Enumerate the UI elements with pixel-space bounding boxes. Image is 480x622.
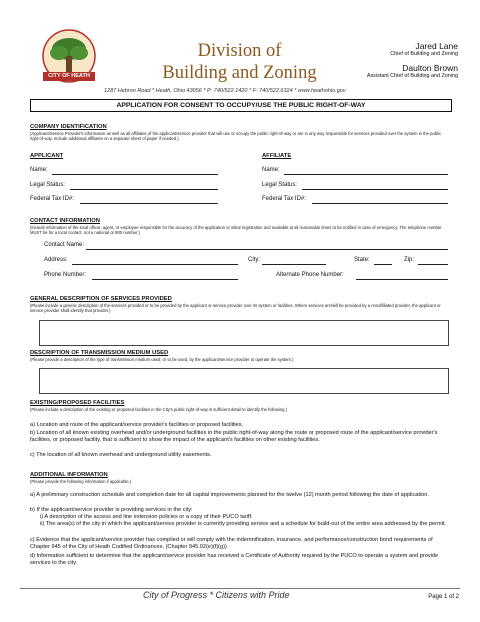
- additional-item-a: a) A preliminary construction schedule and completion date for all capital improvements planned for the twelve (12) month period following the date of application.: [30, 492, 429, 498]
- official-1-name: Jared Lane: [415, 41, 458, 51]
- applicant-tax-id-label: Federal Tax ID#:: [30, 196, 74, 202]
- alt-phone-field[interactable]: [356, 279, 448, 280]
- title-line-1: Division of: [197, 41, 282, 61]
- page-number: Page 1 of 2: [428, 594, 459, 600]
- officials-block: [367, 41, 458, 80]
- title-line-2: Building and Zoning: [162, 63, 317, 83]
- phone-label: Phone Number:: [44, 272, 87, 278]
- facilities-heading: EXISTING/PROPOSED FACILITIES: [30, 400, 125, 406]
- affiliate-name-label: Name:: [262, 167, 280, 173]
- city-logo: [34, 28, 104, 90]
- city-field[interactable]: [262, 264, 326, 265]
- contact-name-label: Contact Name:: [44, 242, 85, 248]
- facilities-item-c: c) The location of all known overhead and underground utility easements.: [30, 452, 212, 458]
- phone-field[interactable]: [92, 279, 238, 280]
- address-line: 1287 Hebron Road * Heath, Ohio 43056 * P: 740/522.1420 * F: 740/522.6324 * www.heathohio.gov: [104, 88, 346, 94]
- city-label: City:: [248, 257, 260, 263]
- logo-text: CITY OF HEATH: [48, 73, 90, 79]
- official-2-name: Daulton Brown: [402, 63, 458, 73]
- additional-item-b1: i) A description of the access and line extension policies or a copy of their PUCO tariff.: [40, 514, 253, 520]
- footer-divider: [20, 588, 460, 589]
- contact-note: (Include information of the local officer, agent, or employee responsible for the accuracy of the application or initial registration and available at all reasonable times to be notified in case of emergency. The telephone number MUST be for a local contact, not a national or 800 number.): [30, 225, 442, 236]
- services-note: (Please include a generic description of the services provided or to be provided by the applicant or service provider over its system or facilities. Where services are/will be provided by a nonaffiliated provider, the applicant or service provider shall identify that provider.): [30, 303, 441, 314]
- transmission-heading: DESCRIPTION OF TRANSMISSION MEDIUM USED: [30, 350, 169, 356]
- tree-icon: [34, 28, 104, 90]
- state-label: State:: [354, 257, 370, 263]
- affiliate-legal-status-field[interactable]: [302, 189, 448, 190]
- transmission-textbox[interactable]: [39, 368, 449, 394]
- zip-label: Zip:: [404, 257, 415, 263]
- facilities-item-a: a) Location and route of the applicant/service provider's facilities or proposed facilities.: [30, 422, 244, 428]
- additional-note: (Please provide the following information if applicable.): [30, 479, 132, 484]
- official-2-title: Assistant Chief of Building and Zoning: [366, 73, 458, 79]
- applicant-name-label: Name:: [30, 167, 48, 173]
- division-title: [152, 40, 327, 84]
- facilities-note: (Please include a description of the existing or proposed facilities in the City's public right-of-way is sufficient detail to identify the following.): [30, 407, 287, 412]
- address-label: Address:: [44, 257, 68, 263]
- services-heading: GENERAL DESCRIPTION OF SERVICES PROVIDED: [30, 296, 172, 302]
- affiliate-tax-id-label: Federal Tax ID#:: [262, 196, 306, 202]
- form-title: APPLICATION FOR CONSENT TO OCCUPY/USE THE PUBLIC RIGHT-OF-WAY: [30, 99, 452, 112]
- applicant-tax-id-field[interactable]: [80, 203, 218, 204]
- applicant-legal-status-label: Legal Status:: [30, 182, 66, 188]
- additional-item-b2: ii) The area(s) of the city in which the applicant/service provider is currently providing service and a schedule for build-out of the entire area addressed by the permit.: [40, 521, 446, 527]
- facilities-item-b: b) Location of all known existing overhead and/or underground facilities in the public right-of-way along the route or proposed route of the applicant/service provider's facilities, or proposed facility, that is sufficient to show the impact of the applicant's facilities on other existing facilities.: [30, 430, 438, 443]
- zip-field[interactable]: [418, 264, 448, 265]
- transmission-note: (Please provide a description of the type of transmission medium used, or to be used, by the applicant/service provider to operate the system.): [30, 357, 294, 362]
- applicant-heading: APPLICANT: [30, 153, 64, 159]
- additional-item-d: d) Information sufficient to determine that the applicant/service provider has received a Certificate of Authority required by the PUCO to operate a system and provide services to the city.: [30, 553, 439, 566]
- applicant-name-field[interactable]: [52, 174, 218, 175]
- additional-item-b: b) If the applicant/service provider is providing services in the city:: [30, 507, 193, 513]
- affiliate-legal-status-label: Legal Status:: [262, 182, 298, 188]
- company-heading: COMPANY IDENTIFICATION: [30, 124, 107, 130]
- additional-heading: ADDITIONAL INFORMATION: [30, 472, 108, 478]
- address-field[interactable]: [72, 264, 238, 265]
- alt-phone-label: Alternate Phone Number:: [276, 272, 344, 278]
- services-textbox[interactable]: [39, 320, 449, 346]
- additional-item-c: c) Evidence that the applicant/service provider has complied or will comply with the indemnification, insurance, and performance/construction bond requirements of Chapter 945 of the City of Heath Codified Ordinances. (Chapter 945.02(e)(f)(g)): [30, 537, 433, 550]
- applicant-legal-status-field[interactable]: [70, 189, 218, 190]
- footer-motto: City of Progress * Citizens with Pride: [143, 590, 290, 600]
- contact-name-field[interactable]: [86, 249, 448, 250]
- contact-heading: CONTACT INFORMATION: [30, 218, 100, 224]
- affiliate-name-field[interactable]: [284, 174, 448, 175]
- official-1-title: Chief of Building and Zoning: [390, 51, 458, 57]
- company-note: (Applicant/Service Provider's information as well as all affiliates of the applicant/service provider that will use or occupy the public right-of-way or are in any way responsible for services provided over the system in the public right-of-way. Include additional affiliates on a separate sheet of paper if needed.): [30, 131, 442, 142]
- state-field[interactable]: [374, 264, 392, 265]
- affiliate-tax-id-field[interactable]: [312, 203, 448, 204]
- affiliate-heading: AFFILIATE: [262, 153, 292, 159]
